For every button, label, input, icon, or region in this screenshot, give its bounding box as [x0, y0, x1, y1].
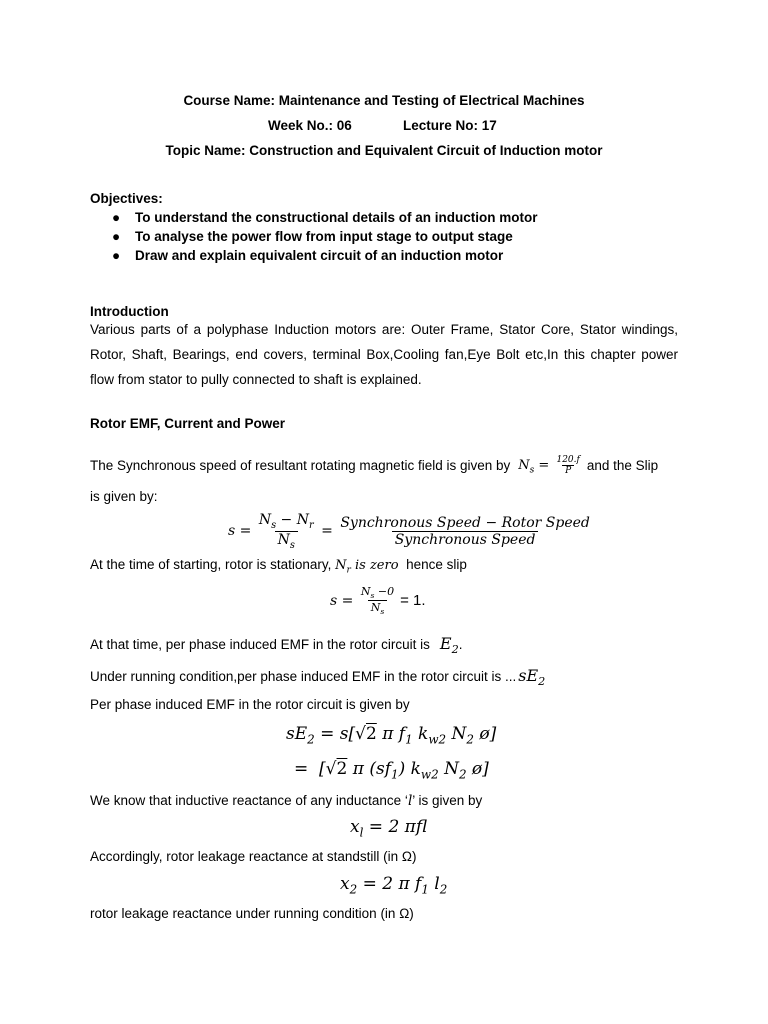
lecture-number: Lecture No: 17 [403, 118, 497, 133]
list-item: ● Draw and explain equivalent circuit of an induction motor [112, 248, 504, 263]
standstill-reactance-formula: $x_2 = 2$ π $f_1$ $l_2$ [340, 874, 448, 897]
slip-formula: s = $\frac{N_s - N_r}{N_s}$ = $\frac{\text{Synchronous Speed − Rotor Speed}}{\text{Synchronous Speed}}$ [228, 512, 590, 551]
starting-condition-line: At the time of starting, rotor is stationary, $N_r$ is zero hence slip [90, 557, 467, 576]
list-item: ● To understand the constructional details of an induction motor [112, 210, 538, 225]
standstill-reactance-line: Accordingly, rotor leakage reactance at standstill (in Ω) [90, 849, 417, 864]
objectives-heading: Objectives: [90, 191, 163, 206]
list-item: ● To analyse the power flow from input stage to output stage [112, 229, 513, 244]
reactance-formula: $x_l = 2$ πfl [350, 817, 428, 840]
topic-name: Topic Name: Construction and Equivalent Circuit of Induction motor [165, 143, 603, 158]
slip-at-start-formula: s = $\frac{N_s -0}{N_s}$ = 1. [330, 585, 426, 617]
emf-running-line: Under running condition,per phase induced EMF in the rotor circuit is ... $sE_2$ [90, 666, 546, 689]
emf-formula-2: = [√2 π $(sf_1)$ $k_{w2}$ $N_2$ ø] [294, 759, 489, 782]
emf-given-by-line: Per phase induced EMF in the rotor circuit is given by [90, 697, 410, 712]
running-reactance-line: rotor leakage reactance under running condition (in Ω) [90, 906, 414, 921]
sync-speed-formula: $N_s$ = $\frac{120.f}{P}$ [518, 455, 580, 476]
objectives-list [90, 210, 538, 267]
introduction-heading: Introduction [90, 304, 169, 319]
week-number: Week No.: 06 [268, 118, 352, 133]
rotor-section-heading: Rotor EMF, Current and Power [90, 416, 286, 431]
emf-standstill-line: At that time, per phase induced EMF in the rotor circuit is $E_2$ . [90, 634, 463, 657]
reactance-line: We know that inductive reactance of any inductance ‘l’ is given by [90, 793, 483, 809]
course-name: Course Name: Maintenance and Testing of Electrical Machines [183, 93, 585, 108]
emf-formula-1: $sE_2 = s[√2$ π $f_1$ $k_{w2}$ $N_2$ ø] [286, 724, 497, 747]
introduction-text: Various parts of a polyphase Induction motors are: Outer Frame, Stator Core, Stator windings, Rotor, Shaft, Bearings, end covers, terminal Box,Cooling fan,Eye Bolt etc,In this chapter power flow from stator to pully connected to shaft is explained. [90, 322, 678, 387]
sync-speed-line: The Synchronous speed of resultant rotating magnetic field is given by $N_s$ = $\frac{120.f}{P}$ and the Slip [90, 455, 659, 476]
slip-intro-text: is given by: [90, 489, 158, 504]
